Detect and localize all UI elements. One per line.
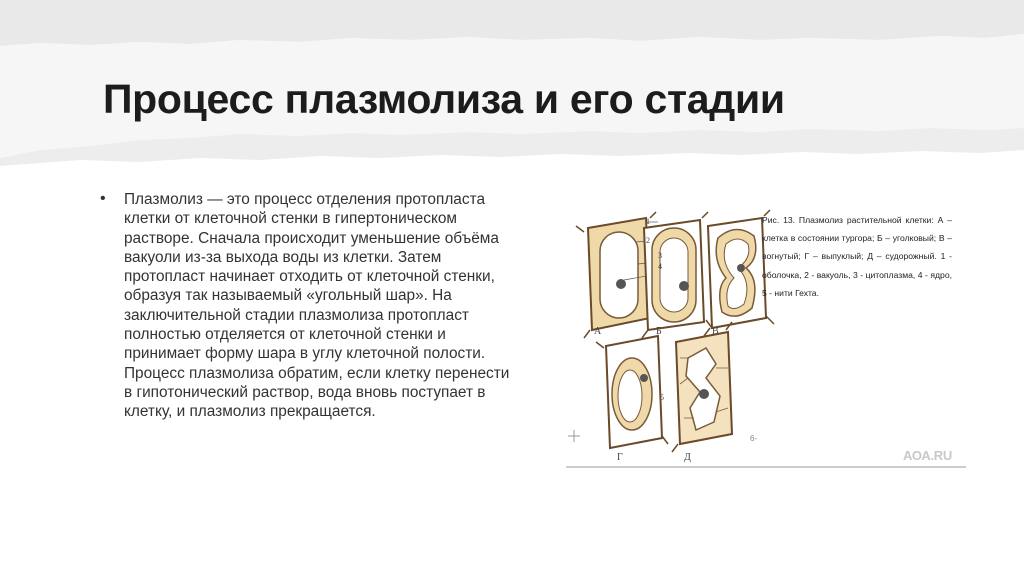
page-number: 6- bbox=[750, 434, 758, 443]
label-4: 4 bbox=[658, 262, 662, 271]
label-d: Д bbox=[684, 452, 691, 463]
label-a: А bbox=[594, 326, 602, 337]
figure-caption: Рис. 13. Плазмолиз растительной клетки: А – клетка в состоянии тургора; Б – уголковый; В – вогнутый; Г – выпуклый; Д – судорожный. 1 - оболочка, 2 - вакуоль, 3 - цитоплазма, 4 - ядро, 5 - нити Гехта. bbox=[762, 215, 952, 298]
body-paragraph: Плазмолиз — это процесс отделения протопласта клетки от клеточной стенки в гипертоническом растворе. Сначала происходит уменьшение объёма вакуоли из-за выхода воды из клетки. Затем протопласт начинает отходить от клеточной стенки, образуя так называемый «угольный шар». На заключительной стадии плазмолиза протопласт полностью отделяется от клеточной стенки и принимает форму шара в углу клеточной полости. Процесс плазмолиза обратим, если клетку перенести в гипотонический раствор, вода вновь поступает в клетку, и плазмолиз прекращается. bbox=[124, 191, 510, 421]
label-5: 5 bbox=[660, 393, 664, 402]
label-v: В bbox=[712, 326, 719, 337]
cell-d-convulsive bbox=[672, 322, 732, 452]
label-b: Б bbox=[656, 326, 662, 337]
watermark-logo: АОА.RU bbox=[903, 448, 952, 463]
label-1: 1 bbox=[646, 217, 650, 226]
slide-title: Процесс плазмолиза и его стадии bbox=[103, 76, 785, 122]
label-g: Г bbox=[617, 452, 623, 463]
bullet-marker: • bbox=[100, 190, 106, 207]
cell-g-convex bbox=[596, 336, 668, 448]
label-2: 2 bbox=[646, 236, 650, 245]
label-3: 3 bbox=[658, 251, 662, 260]
cell-b-angular bbox=[642, 212, 712, 338]
